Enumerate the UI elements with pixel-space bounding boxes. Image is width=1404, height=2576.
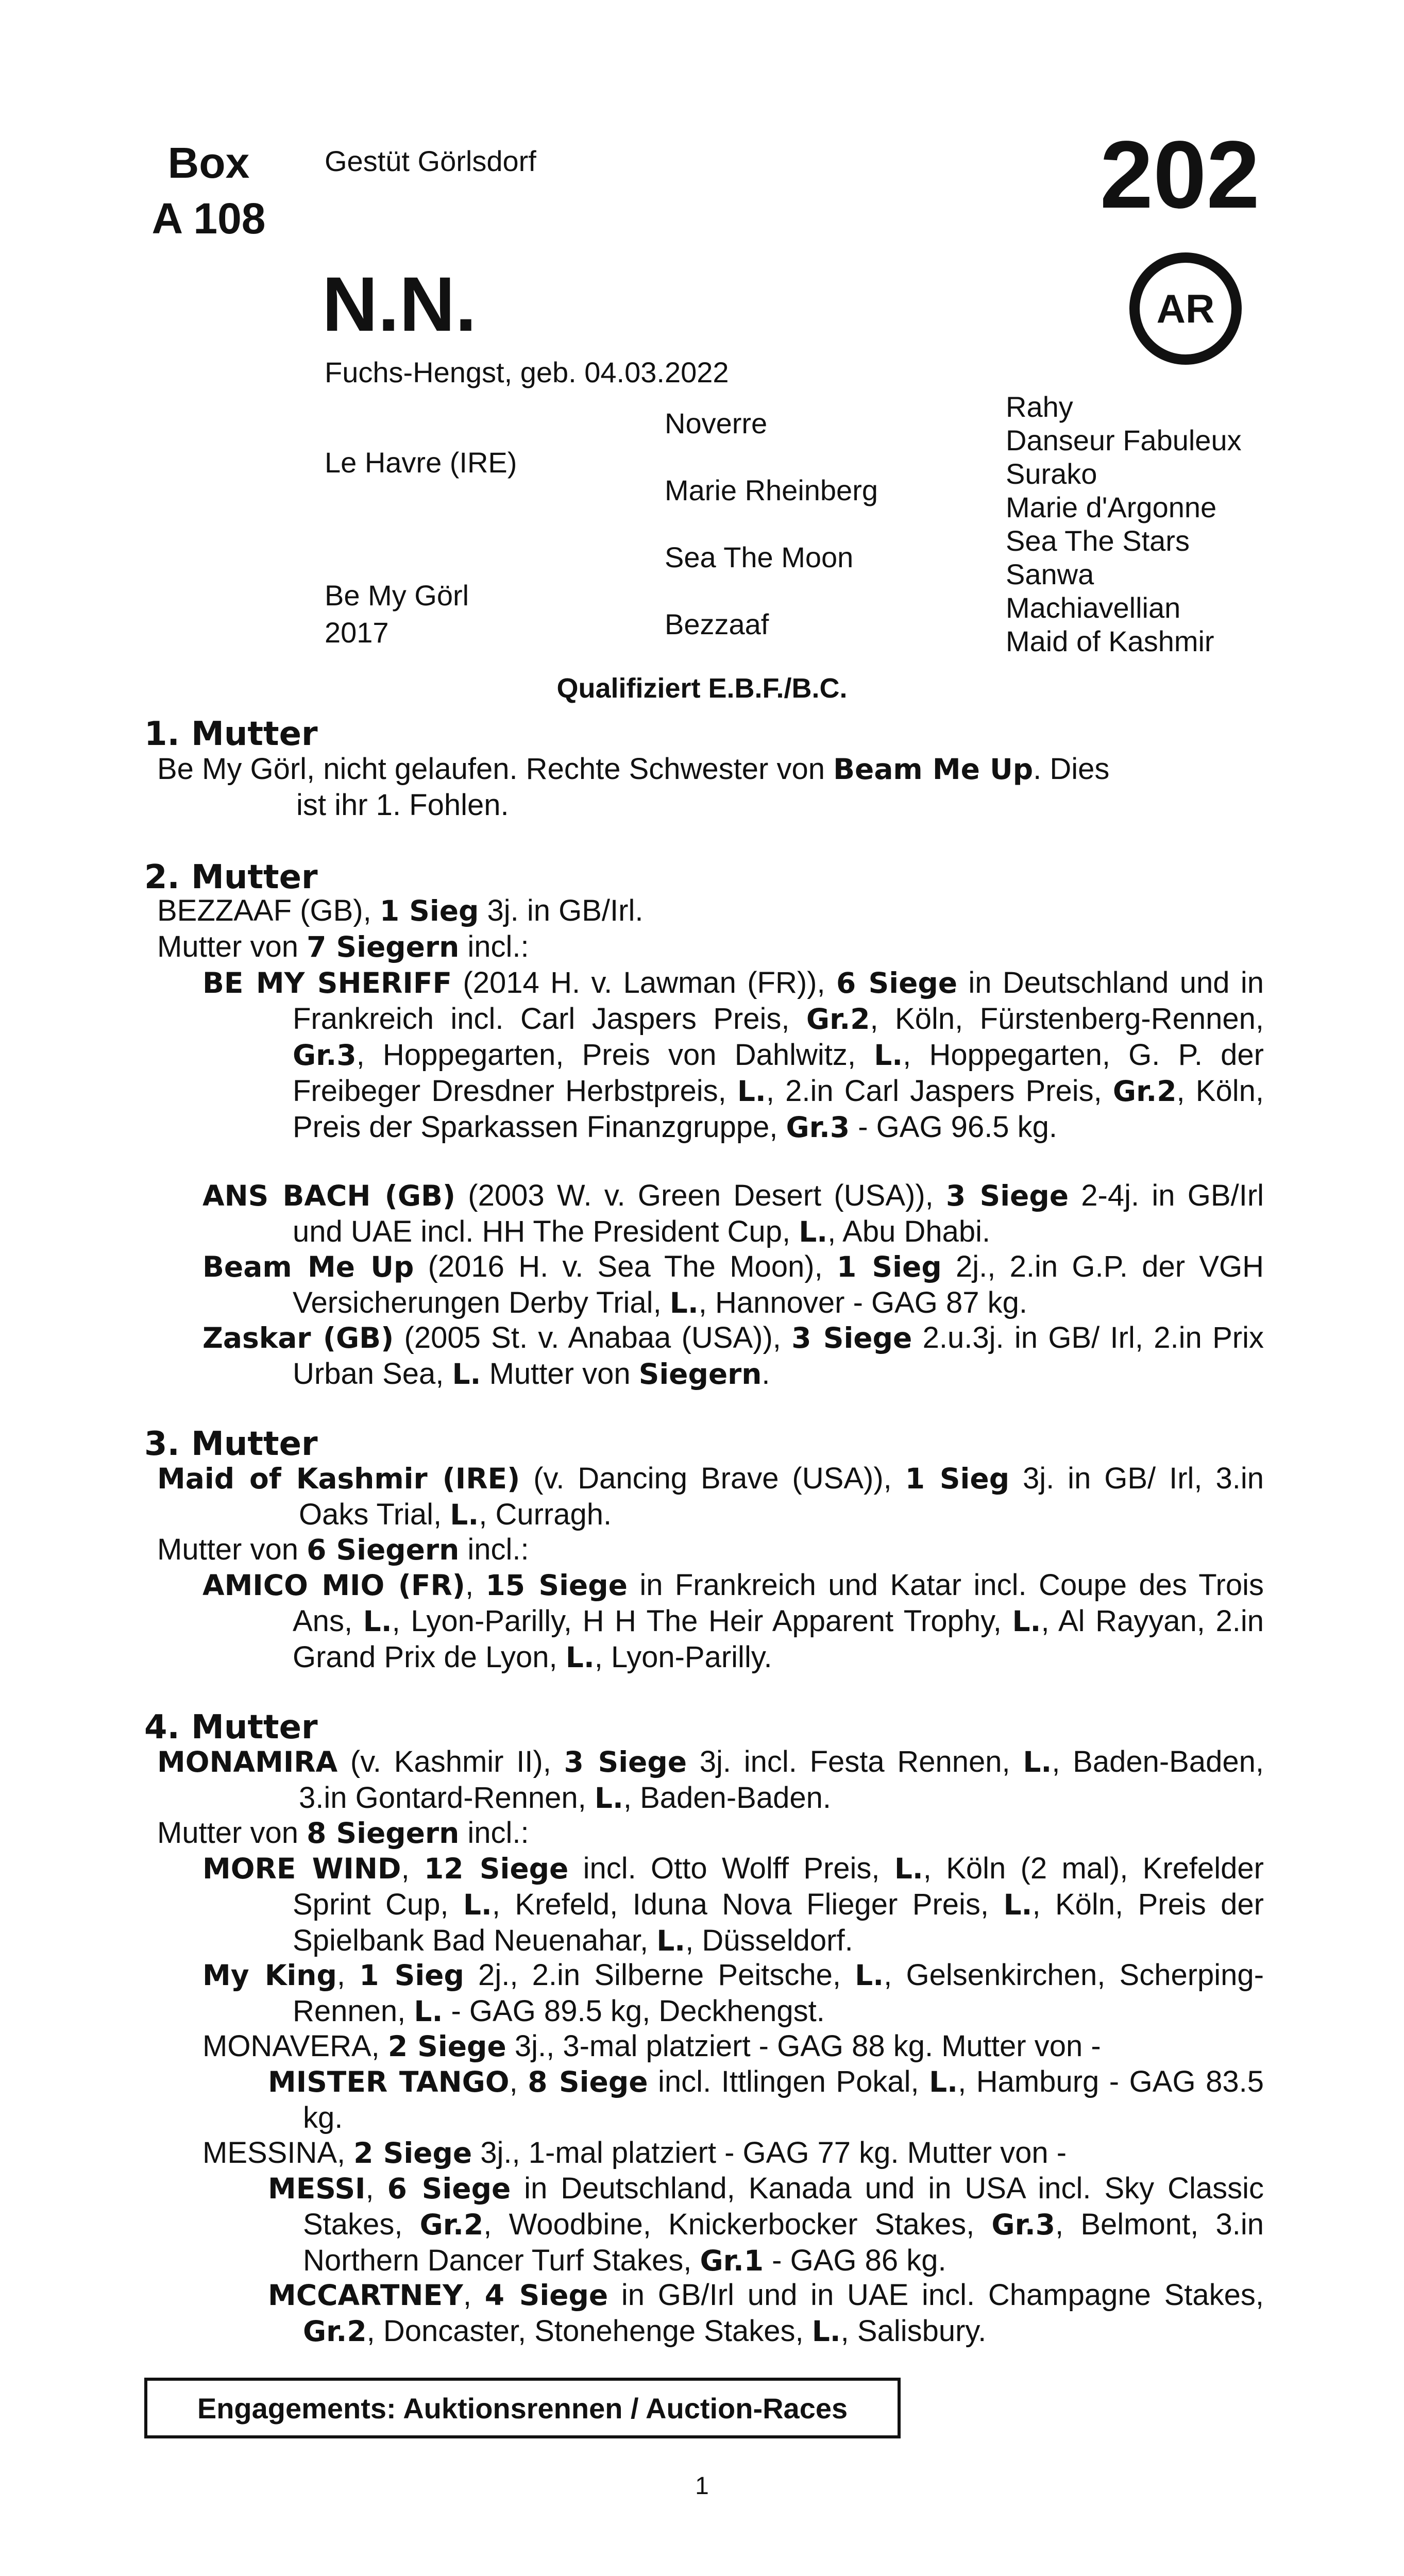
page-number: 1 [695, 2472, 709, 2500]
pedigree-gen3-5: Sea The Stars [1006, 524, 1190, 557]
box-line-1: Box [167, 139, 250, 187]
engagements-box: Engagements: Auktionsrennen / Auction-Races [144, 2378, 901, 2438]
pedigree-gen3-4: Marie d'Argonne [1006, 491, 1217, 523]
box-line-2: A 108 [151, 194, 266, 243]
progeny-be-my-sheriff: BE MY SHERIFF (2014 H. v. Lawman (FR)), 6 Siege in Deutschland und in Frankreich incl. Carl Jaspers Preis, Gr.2, Köln, Fürstenberg-Rennen, Gr.3, Hoppegarten, Preis von Dahlwitz, L., Hoppegarten, G. P. der Freibeger Dresdner Herbstpreis, L., 2.in Carl Jaspers Preis, Gr.2, Köln, Preis der Sparkassen Finanzgruppe, Gr.3 - GAG 96.5 kg. [202, 966, 1264, 1144]
progeny-monavera: MONAVERA, 2 Siege 3j., 3-mal platziert - GAG 88 kg. Mutter von - [202, 2029, 1101, 2063]
progeny-mister-tango: MISTER TANGO, 8 Siege incl. Ittlingen Pokal, L., Hamburg - GAG 83.5 kg. [268, 2065, 1264, 2134]
ar-badge: AR [1129, 252, 1242, 365]
section-title-1: 1. Mutter [144, 715, 318, 753]
pedigree-gen3-8: Maid of Kashmir [1006, 625, 1214, 657]
section-title-4: 4. Mutter [144, 1708, 318, 1747]
progeny-zaskar: Zaskar (GB) (2005 St. v. Anabaa (USA)), 3 Siege 2.u.3j. in GB/ Irl, 2.in Prix Urban Sea, L. Mutter von Siegern. [202, 1321, 1264, 1391]
pedigree-gen2-4: Bezzaaf [665, 608, 769, 640]
section-1-text: Be My Görl, nicht gelaufen. Rechte Schwester von Beam Me Up. Dies ist ihr 1. Fohlen. [157, 752, 1110, 822]
section-3-offspring-count: Mutter von 6 Siegern incl.: [157, 1533, 529, 1566]
pedigree-dam: Be My Görl [325, 579, 469, 612]
section-title-3: 3. Mutter [144, 1425, 318, 1463]
progeny-messina: MESSINA, 2 Siege 3j., 1-mal platziert - GAG 77 kg. Mutter von - [202, 2136, 1067, 2170]
horse-name: N.N. [322, 261, 477, 347]
progeny-more-wind: MORE WIND, 12 Siege incl. Otto Wolff Preis, L., Köln (2 mal), Krefelder Sprint Cup, L., Krefeld, Iduna Nova Flieger Preis, L., Köln, Preis der Spielbank Bad Neuenahar, L., Düsseldorf. [202, 1852, 1264, 1957]
pedigree-gen3-6: Sanwa [1006, 558, 1094, 590]
horse-description: Fuchs-Hengst, geb. 04.03.2022 [325, 356, 729, 388]
section-4-dam: MONAMIRA (v. Kashmir II), 3 Siege 3j. incl. Festa Rennen, L., Baden-Baden, 3.in Gontard-Rennen, L., Baden-Baden. [157, 1745, 1264, 1815]
progeny-beam-me-up: Beam Me Up (2016 H. v. Sea The Moon), 1 Sieg 2j., 2.in G.P. der VGH Versicherungen Derby Trial, L., Hannover - GAG 87 kg. [202, 1250, 1264, 1319]
pedigree-gen2-3: Sea The Moon [665, 541, 854, 573]
section-3-dam: Maid of Kashmir (IRE) (v. Dancing Brave (USA)), 1 Sieg 3j. in GB/ Irl, 3.in Oaks Trial, L., Curragh. [157, 1462, 1264, 1531]
section-4-offspring-count: Mutter von 8 Siegern incl.: [157, 1816, 529, 1850]
box-label [144, 135, 273, 246]
pedigree-gen2-2: Marie Rheinberg [665, 474, 878, 506]
progeny-my-king: My King, 1 Sieg 2j., 2.in Silberne Peitsche, L., Gelsenkirchen, Scherping-Rennen, L. - GAG 89.5 kg, Deckhengst. [202, 1958, 1264, 2028]
section-title-2: 2. Mutter [144, 858, 318, 896]
progeny-messi: MESSI, 6 Siege in Deutschland, Kanada und in USA incl. Sky Classic Stakes, Gr.2, Woodbine, Knickerbocker Stakes, Gr.3, Belmont, 3.in Northern Dancer Turf Stakes, Gr.1 - GAG 86 kg. [268, 2172, 1264, 2277]
pedigree-gen3-2: Danseur Fabuleux [1006, 424, 1242, 456]
lot-number: 202 [1099, 122, 1260, 228]
progeny-amico-mio: AMICO MIO (FR), 15 Siege in Frankreich und Katar incl. Coupe des Trois Ans, L., Lyon-Parilly, H H The Heir Apparent Trophy, L., Al Rayyan, 2.in Grand Prix de Lyon, L., Lyon-Parilly. [202, 1568, 1264, 1674]
progeny-ans-bach: ANS BACH (GB) (2003 W. v. Green Desert (USA)), 3 Siege 2-4j. in GB/Irl und UAE incl. HH The President Cup, L., Abu Dhabi. [202, 1179, 1264, 1248]
qualification-note: Qualifiziert E.B.F./B.C. [556, 673, 848, 704]
pedigree-gen3-1: Rahy [1006, 391, 1073, 423]
progeny-mccartney: MCCARTNEY, 4 Siege in GB/Irl und in UAE incl. Champagne Stakes, Gr.2, Doncaster, Stonehenge Stakes, L., Salisbury. [268, 2278, 1264, 2348]
pedigree-sire: Le Havre (IRE) [325, 446, 517, 479]
pedigree-dam-year: 2017 [325, 616, 389, 649]
pedigree-gen2-1: Noverre [665, 407, 768, 439]
section-2-dam: BEZZAAF (GB), 1 Sieg 3j. in GB/Irl. Mutter von 7 Siegern incl.: [157, 894, 644, 963]
pedigree-gen3-7: Machiavellian [1006, 591, 1181, 624]
breeder-name: Gestüt Görlsdorf [325, 145, 536, 177]
pedigree-gen3-3: Surako [1006, 457, 1097, 490]
